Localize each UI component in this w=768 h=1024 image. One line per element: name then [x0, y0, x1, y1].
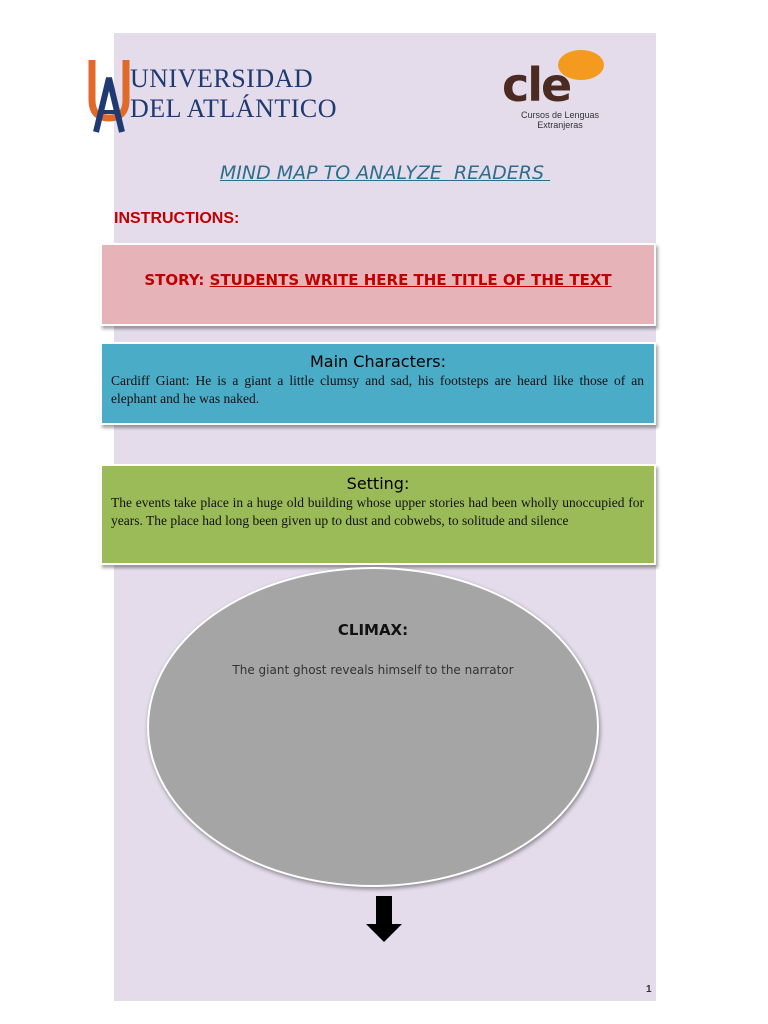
setting-heading: Setting:	[346, 474, 410, 493]
climax-heading: CLIMAX:	[337, 621, 409, 639]
cle-subtitle-line1: Cursos de Lenguas	[520, 110, 600, 120]
university-logo	[88, 56, 338, 134]
university-name-line1: UNIVERSIDAD	[130, 64, 314, 93]
setting-box	[100, 464, 656, 565]
page-number: 1	[646, 984, 652, 995]
cle-logo	[500, 48, 620, 134]
story-box	[100, 243, 656, 326]
main-characters-box	[100, 342, 656, 425]
story-title-placeholder: STUDENTS WRITE HERE THE TITLE OF THE TEXT	[209, 271, 612, 289]
main-characters-text: Cardiff Giant: He is a giant a little clumsy and sad, his footsteps are heard like those of an elephant and he was naked.	[111, 373, 644, 406]
climax-ellipse	[147, 567, 599, 887]
story-line	[102, 271, 654, 289]
arrow-down-icon	[364, 894, 404, 944]
setting-text: The events take place in a huge old building whose upper stories had been wholly unoccupied for years. The place had long been given up to dust and cobwebs, to solitude and silence	[111, 495, 644, 528]
university-u-logo-icon	[88, 56, 130, 134]
main-characters-heading: Main Characters:	[310, 352, 446, 371]
cle-logo-text: cle	[502, 58, 571, 112]
cle-subtitle	[502, 110, 618, 130]
cle-subtitle-line2: Extranjeras	[537, 120, 583, 130]
page-title: MIND MAP TO ANALYZE READERS	[219, 162, 551, 184]
story-label: STORY:	[144, 271, 210, 289]
university-name-line2: DEL ATLÁNTICO	[130, 94, 338, 123]
instructions-label: INSTRUCTIONS:	[114, 210, 240, 227]
climax-text: The giant ghost reveals himself to the narrator	[232, 663, 514, 677]
